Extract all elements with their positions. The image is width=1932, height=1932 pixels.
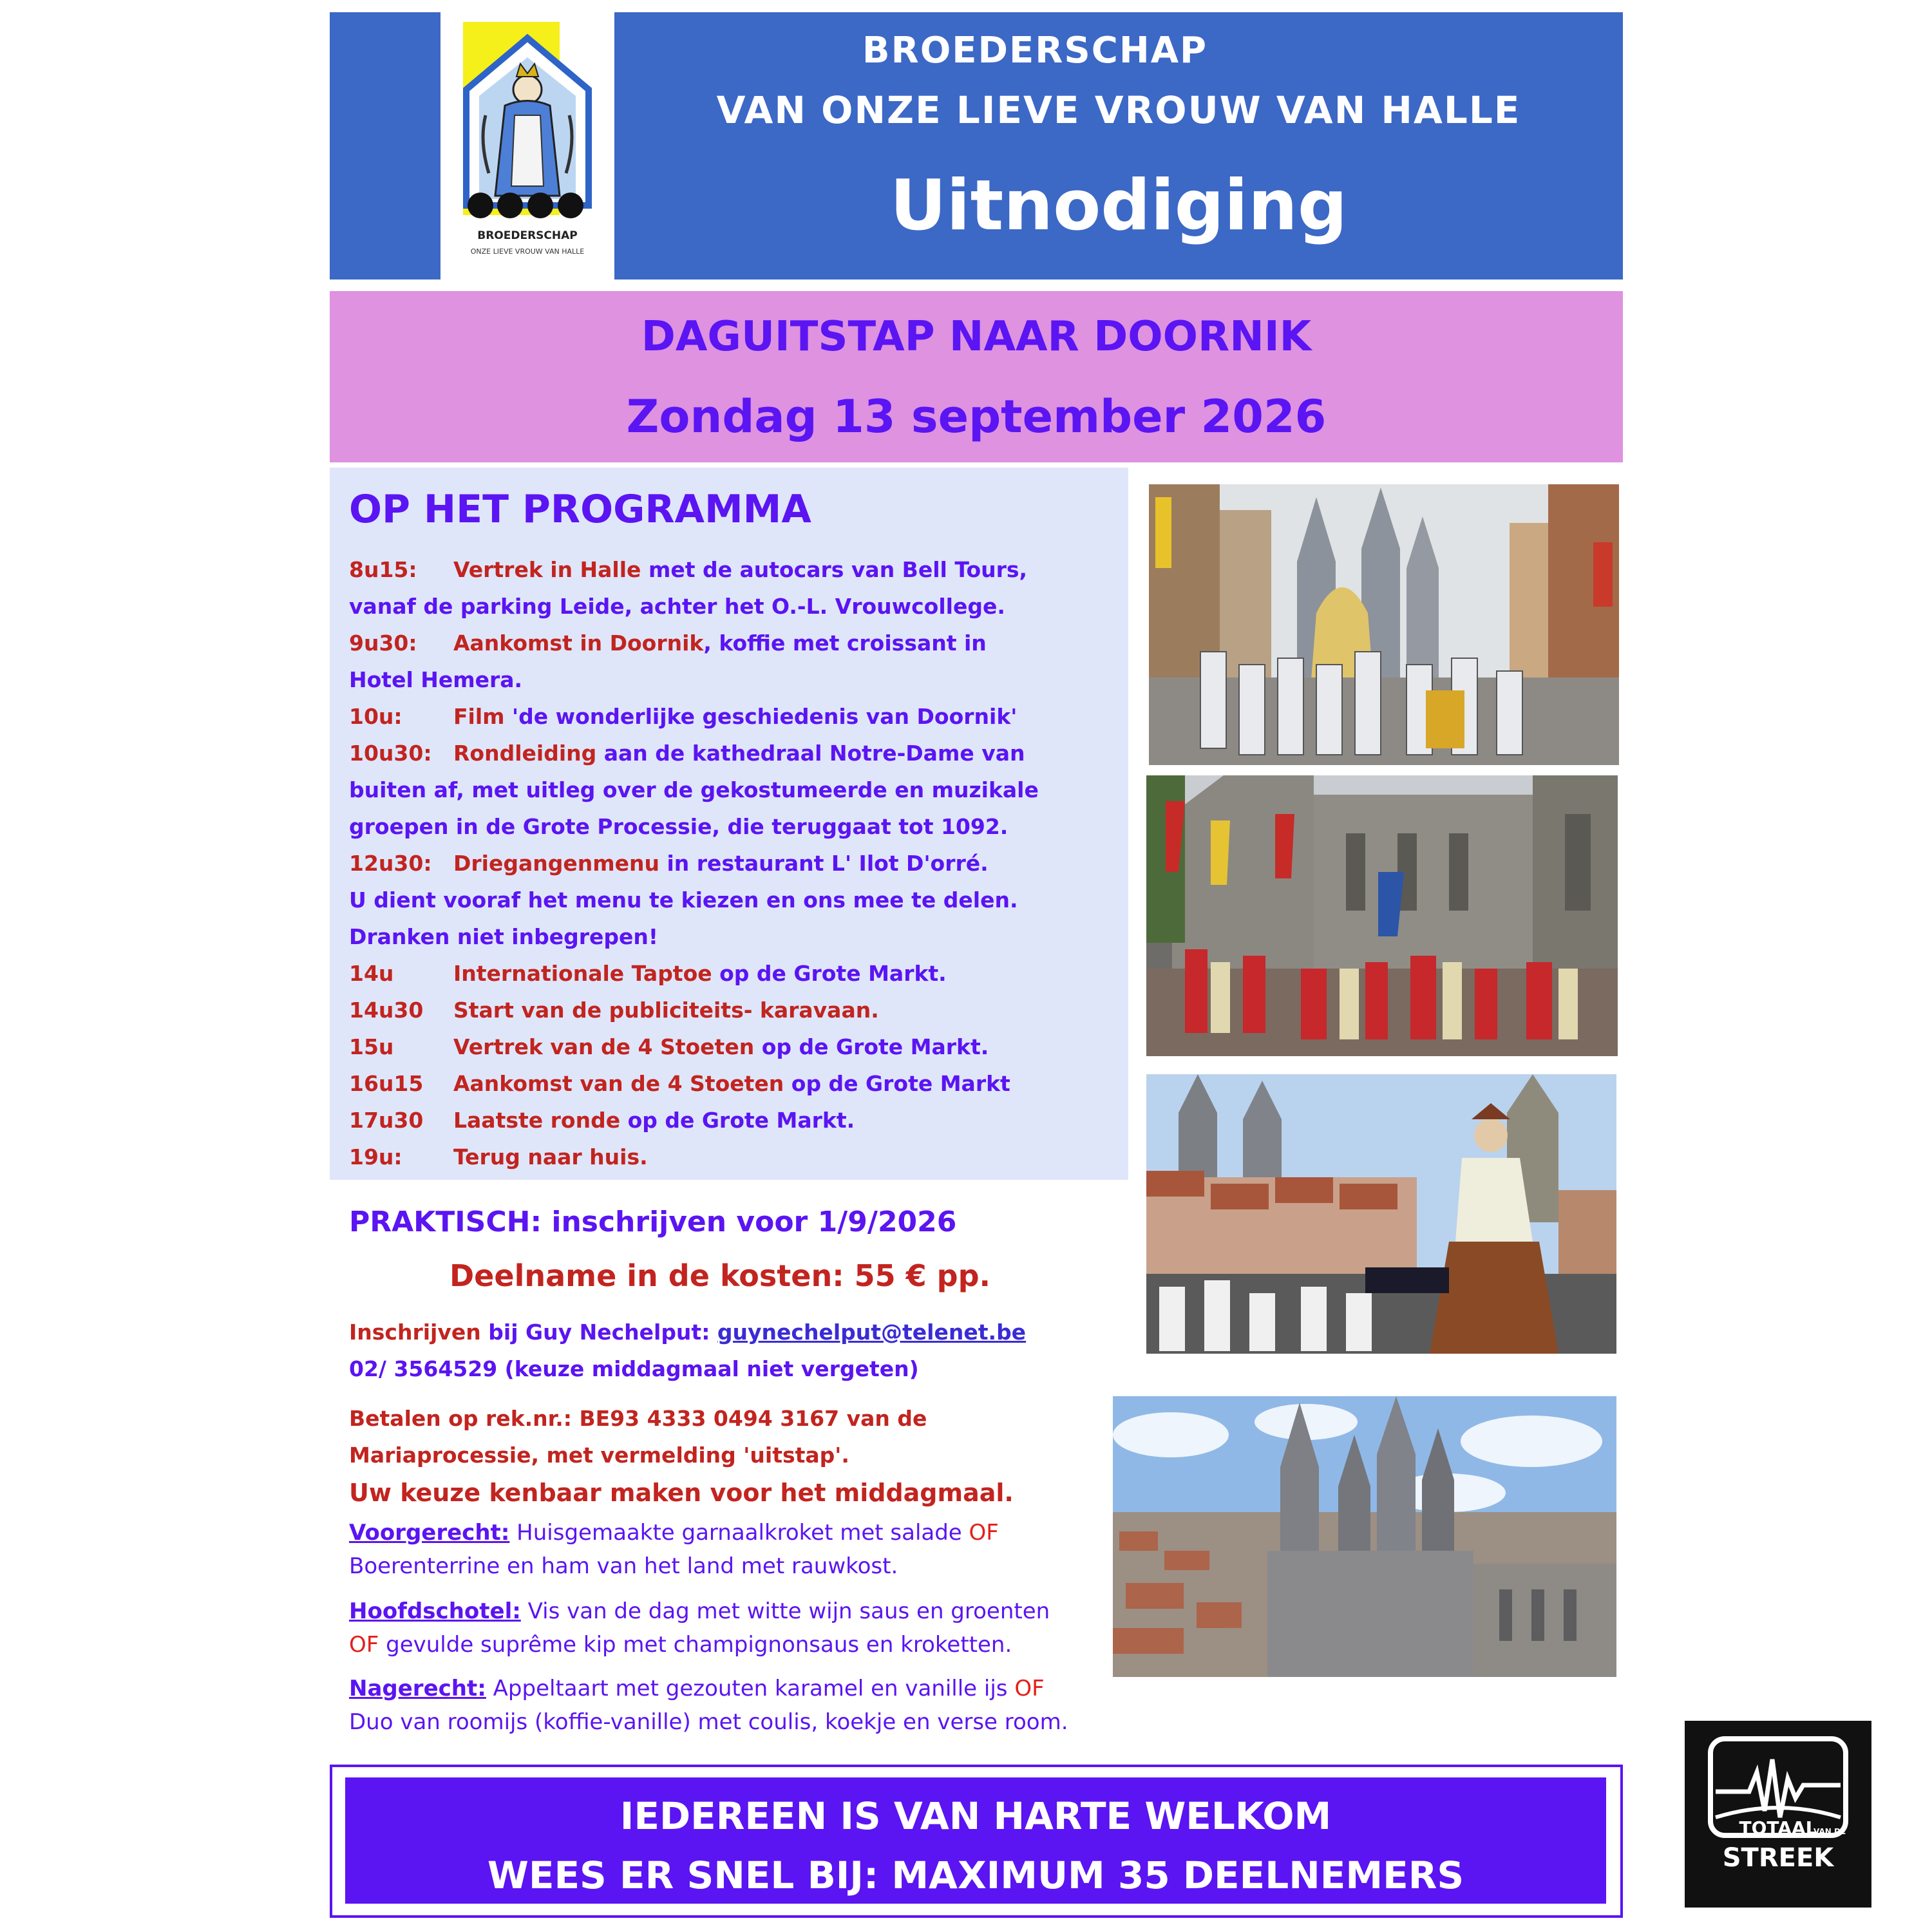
pay-text: op rek.nr.: BE93 4333 0494 3167 van de bbox=[440, 1406, 927, 1431]
program-detail: in restaurant L' Ilot D'orré. bbox=[659, 851, 989, 876]
giant-photo bbox=[1146, 1074, 1616, 1354]
header-line-2: VAN ONZE LIEVE VROUW VAN HALLE bbox=[716, 88, 1521, 132]
program-activity: Vertrek van de 4 Stoeten bbox=[453, 1034, 755, 1059]
starter-option-2: Boerenterrine en ham van het land met rauwkost. bbox=[349, 1553, 898, 1579]
program-line bbox=[349, 918, 1122, 955]
menu-main bbox=[349, 1595, 1050, 1662]
program-line bbox=[349, 735, 1122, 772]
badge-small-text: VAN DE bbox=[1814, 1827, 1846, 1836]
program-time: 8u15: bbox=[349, 557, 417, 582]
program-line bbox=[349, 551, 1122, 588]
program-activity: Start van de publiciteits- karavaan. bbox=[453, 998, 879, 1023]
program-line bbox=[349, 882, 1122, 918]
menu-choice-note: Uw keuze kenbaar maken voor het middagmaal. bbox=[349, 1479, 1014, 1507]
menu-starter bbox=[349, 1516, 999, 1583]
dessert-of: OF bbox=[1014, 1676, 1045, 1701]
program-time: 10u: bbox=[349, 704, 402, 729]
procession-photo-2 bbox=[1146, 775, 1618, 1056]
menu-dessert bbox=[349, 1672, 1068, 1739]
program-line bbox=[349, 955, 1122, 992]
invitation-title: Uitnodiging bbox=[889, 166, 1348, 246]
program-time: 15u bbox=[349, 1034, 394, 1059]
dessert-option-2: Duo van roomijs (koffie-vanille) met coulis, koekje en verse room. bbox=[349, 1709, 1068, 1735]
program-line bbox=[349, 808, 1122, 845]
program-activity: Aankomst in Doornik bbox=[453, 630, 704, 656]
cathedral-photo bbox=[1113, 1396, 1616, 1677]
totaal-van-de-streek-badge bbox=[1685, 1721, 1871, 1908]
program-line bbox=[349, 992, 1122, 1028]
pay-label: Betalen bbox=[349, 1406, 441, 1431]
program-time: 17u30 bbox=[349, 1108, 424, 1133]
payment-line bbox=[349, 1400, 927, 1437]
logo-text-1: BROEDERSCHAP bbox=[477, 229, 578, 242]
cost-line: Deelname in de kosten: 55 € pp. bbox=[450, 1258, 991, 1293]
program-line bbox=[349, 1065, 1122, 1102]
event-banner bbox=[330, 291, 1623, 462]
program-detail: op de Grote Markt. bbox=[754, 1034, 989, 1059]
welcome-line: IEDEREEN IS VAN HARTE WELKOM bbox=[620, 1794, 1332, 1838]
program-activity: Internationale Taptoe bbox=[453, 961, 712, 986]
welcome-banner bbox=[345, 1777, 1606, 1904]
main-label: Hoofdschotel: bbox=[349, 1598, 521, 1624]
program-heading: OP HET PROGRAMMA bbox=[349, 487, 811, 532]
program-activity: Rondleiding bbox=[453, 741, 597, 766]
main-option-1: Vis van de dag met witte wijn saus en groenten bbox=[520, 1598, 1050, 1624]
program-line bbox=[349, 588, 1122, 625]
procession-photo-1 bbox=[1149, 484, 1619, 765]
register-line bbox=[349, 1314, 1026, 1350]
program-activity: Film bbox=[453, 704, 505, 729]
program-detail: Dranken niet inbegrepen! bbox=[349, 924, 658, 949]
event-title: DAGUITSTAP NAAR DOORNIK bbox=[641, 313, 1312, 361]
program-time: 16u15 bbox=[349, 1071, 424, 1096]
program-panel bbox=[330, 468, 1128, 1180]
program-activity: Driegangenmenu bbox=[453, 851, 659, 876]
program-time: 19u: bbox=[349, 1144, 402, 1170]
program-line bbox=[349, 1139, 1122, 1175]
program-detail: op de Grote Markt. bbox=[620, 1108, 855, 1133]
program-line bbox=[349, 1102, 1122, 1139]
main-of: OF bbox=[349, 1632, 379, 1658]
program-line bbox=[349, 772, 1122, 808]
program-detail: vanaf de parking Leide, achter het O.-L. Vrouwcollege. bbox=[349, 594, 1005, 619]
logo-text-2: ONZE LIEVE VROUW VAN HALLE bbox=[470, 247, 585, 256]
register-text: bij Guy Nechelput: bbox=[480, 1320, 717, 1345]
program-detail: , koffie met croissant in bbox=[703, 630, 987, 656]
email-link[interactable]: guynechelput@telenet.be bbox=[717, 1320, 1027, 1345]
program-detail: groepen in de Grote Processie, die teruggaat tot 1092. bbox=[349, 814, 1009, 839]
program-line bbox=[349, 661, 1122, 698]
program-time: 14u bbox=[349, 961, 394, 986]
program-activity: Laatste ronde bbox=[453, 1108, 621, 1133]
max-participants-line: WEES ER SNEL BIJ: MAXIMUM 35 DEELNEMERS bbox=[487, 1853, 1464, 1897]
program-activity: Terug naar huis. bbox=[453, 1144, 648, 1170]
program-time: 12u30: bbox=[349, 851, 432, 876]
program-time: 10u30: bbox=[349, 741, 432, 766]
program-detail: aan de kathedraal Notre-Dame van bbox=[596, 741, 1025, 766]
program-detail: op de Grote Markt bbox=[784, 1071, 1010, 1096]
program-line bbox=[349, 1028, 1122, 1065]
dessert-option-1: Appeltaart met gezouten karamel en vanille ijs bbox=[486, 1676, 1015, 1701]
program-detail: U dient vooraf het menu te kiezen en ons mee te delen. bbox=[349, 887, 1018, 913]
program-activity: Aankomst van de 4 Stoeten bbox=[453, 1071, 784, 1096]
program-time: 9u30: bbox=[349, 630, 417, 656]
program-line bbox=[349, 625, 1122, 661]
badge-top-text: TOTAAL bbox=[1739, 1817, 1817, 1839]
registration-deadline: PRAKTISCH: inschrijven voor 1/9/2026 bbox=[349, 1206, 957, 1238]
header-left-block bbox=[330, 12, 440, 279]
program-time: 14u30 bbox=[349, 998, 424, 1023]
header-line-1: BROEDERSCHAP bbox=[862, 30, 1208, 71]
starter-of: OF bbox=[969, 1520, 999, 1546]
register-label: Inschrijven bbox=[349, 1320, 481, 1345]
payment-reference: Mariaprocessie, met vermelding 'uitstap'. bbox=[349, 1443, 849, 1468]
phone-line: 02/ 3564529 (keuze middagmaal niet vergeten) bbox=[349, 1356, 919, 1381]
badge-bottom-text: STREEK bbox=[1722, 1843, 1834, 1873]
program-line bbox=[349, 845, 1122, 882]
program-list bbox=[349, 551, 1122, 1175]
dessert-label: Nagerecht: bbox=[349, 1676, 486, 1701]
program-line bbox=[349, 698, 1122, 735]
program-detail: 'de wonderlijke geschiedenis van Doornik' bbox=[504, 704, 1018, 729]
main-option-2: gevulde suprême kip met champignonsaus en kroketten. bbox=[379, 1632, 1012, 1658]
program-detail: met de autocars van Bell Tours, bbox=[641, 557, 1028, 582]
program-detail: op de Grote Markt. bbox=[712, 961, 947, 986]
event-date: Zondag 13 september 2026 bbox=[626, 390, 1327, 443]
program-activity: Vertrek in Halle bbox=[453, 557, 641, 582]
program-detail: Hotel Hemera. bbox=[349, 667, 523, 692]
header-title-block bbox=[614, 12, 1623, 279]
starter-option-1: Huisgemaakte garnaalkroket met salade bbox=[509, 1520, 969, 1546]
starter-label: Voorgerecht: bbox=[349, 1520, 510, 1546]
program-detail: buiten af, met uitleg over de gekostumeerde en muzikale bbox=[349, 777, 1039, 802]
